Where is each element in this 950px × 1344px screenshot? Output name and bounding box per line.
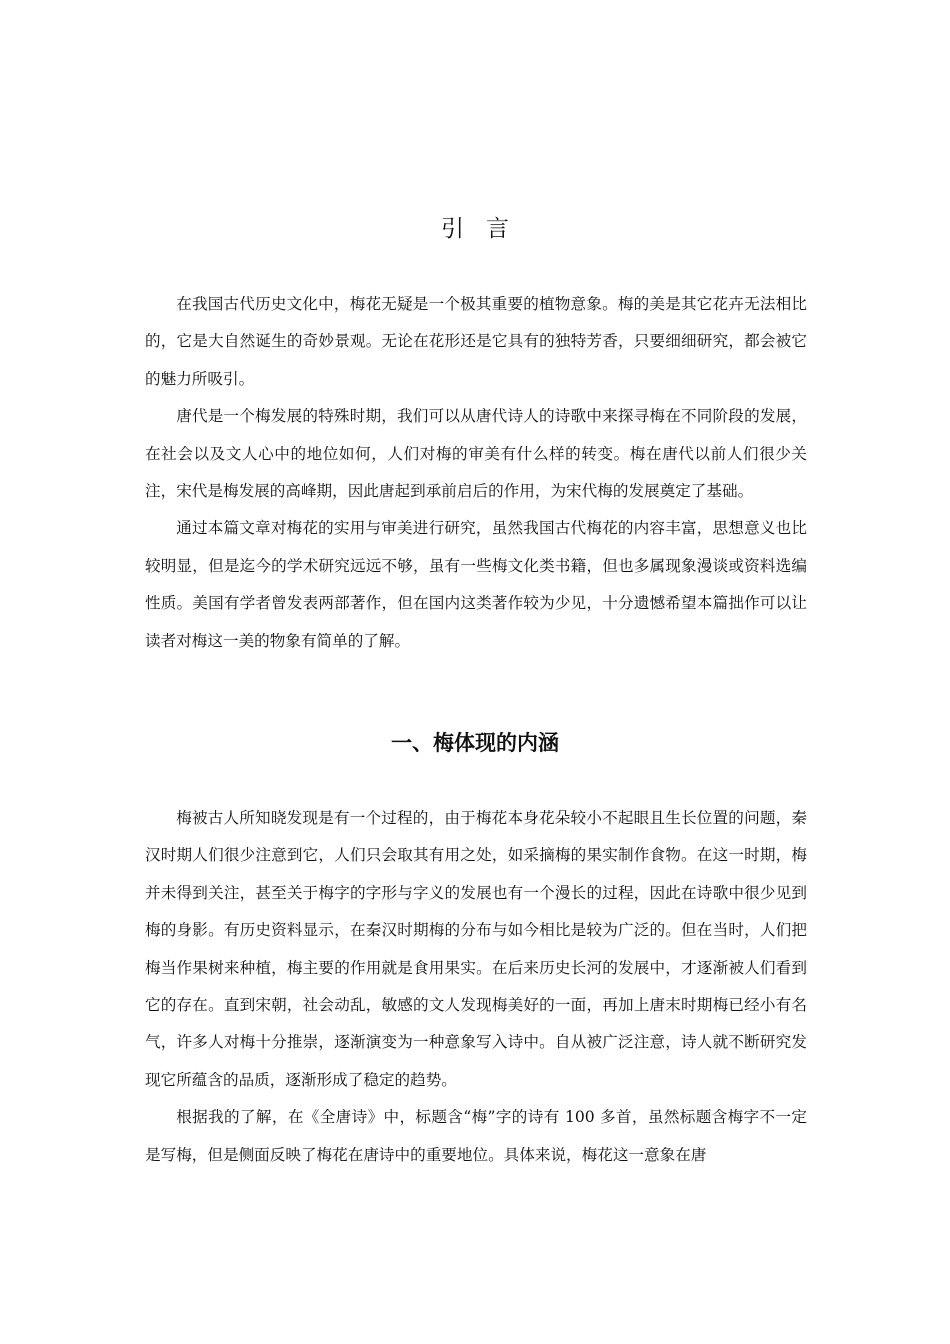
intro-paragraph-1: 在我国古代历史文化中，梅花无疑是一个极其重要的植物意象。梅的美是其它花卉无法相比的，它是大自然诞生的奇妙景观。无论在花形还是它具有的独特芳香，只要细细研究，都会被它的魅力所吸引。 [145,295,807,388]
section-1-paragraph-2: 根据我的了解，在《全唐诗》中，标题含“梅”字的诗有 100 多首，虽然标题含梅字不一定是写梅，但是侧面反映了梅花在唐诗中的重要地位。具体来说，梅花这一意象在唐 [145,1108,807,1164]
intro-paragraph-3: 通过本篇文章对梅花的实用与审美进行研究，虽然我国古代梅花的内容丰富，思想意义也比较明显，但是迄今的学术研究远远不够，虽有一些梅文化类书籍，但也多属现象漫谈或资料选编性质。美国有学者曾发表两部著作，但在国内这类著作较为少见，十分遗憾希望本篇拙作可以让读者对梅这一美的物象有简单的了解。 [145,519,807,650]
section-1-body [145,800,807,1174]
intro-body [145,286,807,660]
section-1-heading: 一、梅体现的内涵 [391,731,559,755]
section-1-paragraph-1: 梅被古人所知晓发现是有一个过程的，由于梅花本身花朵较小不起眼且生长位置的问题，秦汉时期人们很少注意到它，人们只会取其有用之处，如采摘梅的果实制作食物。在这一时期，梅并未得到关注，甚至关于梅字的字形与字义的发展也有一个漫长的过程，因此在诗歌中很少见到梅的身影。有历史资料显示，在秦汉时期梅的分布与如今相比是较为广泛的。但在当时，人们把梅当作果树来种植，梅主要的作用就是食用果实。在后来历史长河的发展中，才逐渐被人们看到它的存在。直到宋朝，社会动乱，敏感的文人发现梅美好的一面，再加上唐末时期梅已经小有名气，许多人对梅十分推崇，逐渐演变为一种意象写入诗中。自从被广泛注意，诗人就不断研究发现它所蕴含的品质，逐渐形成了稳定的趋势。 [145,809,807,1089]
intro-heading: 引言 [441,216,531,242]
intro-paragraph-2: 唐代是一个梅发展的特殊时期，我们可以从唐代诗人的诗歌中来探寻梅在不同阶段的发展，在社会以及文人心中的地位如何，人们对梅的审美有什么样的转变。梅在唐代以前人们很少关注，宋代是梅发展的高峰期，因此唐起到承前启后的作用，为宋代梅的发展奠定了基础。 [145,407,807,501]
